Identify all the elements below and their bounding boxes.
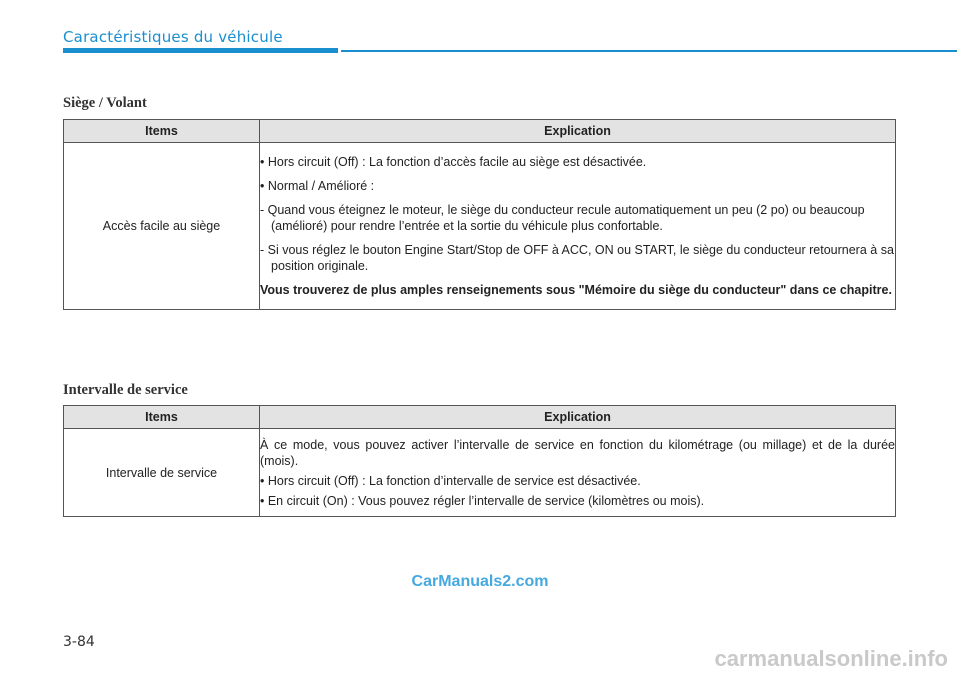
item-cell-easy-access: Accès facile au siège bbox=[64, 143, 260, 310]
seat-wheel-table bbox=[63, 119, 896, 310]
explication-line-on: • En circuit (On) : Vous pouvez régler l’intervalle de service (kilomètres ou mois). bbox=[260, 493, 705, 508]
section-title-service-interval: Intervalle de service bbox=[63, 382, 188, 398]
table-header-row bbox=[64, 120, 896, 143]
explication-line-engine-off: - Quand vous éteignez le moteur, le siège du conducteur recule automatiquement un peu (2 po) ou beaucoup (amélioré) pour rendre l’entrée et la sortie du véhicule plus confortable. bbox=[260, 203, 865, 233]
table-row bbox=[64, 429, 896, 517]
header-rule-thick bbox=[63, 48, 338, 53]
item-cell-service-interval: Intervalle de service bbox=[64, 429, 260, 517]
table-header-row bbox=[64, 406, 896, 429]
header-rule-thin bbox=[341, 50, 957, 52]
explication-note-memory: Vous trouverez de plus amples renseignements sous "Mémoire du siège du conducteur" dans ce chapitre. bbox=[260, 283, 892, 297]
table-row bbox=[64, 143, 896, 310]
service-interval-table bbox=[63, 405, 896, 517]
page-number: 3-84 bbox=[63, 634, 95, 650]
column-header-items: Items bbox=[64, 406, 260, 429]
column-header-explication: Explication bbox=[260, 406, 896, 429]
section-title-seat-wheel: Siège / Volant bbox=[63, 95, 147, 111]
column-header-explication: Explication bbox=[260, 120, 896, 143]
column-header-items: Items bbox=[64, 120, 260, 143]
explication-line-off: • Hors circuit (Off) : La fonction d’intervalle de service est désactivée. bbox=[260, 473, 641, 488]
explication-line-intro: À ce mode, vous pouvez activer l’intervalle de service en fonction du kilométrage (ou millage) et de la durée (mois). bbox=[260, 437, 895, 468]
chapter-title: Caractéristiques du véhicule bbox=[63, 28, 283, 46]
footer-watermark: carmanualsonline.info bbox=[714, 646, 948, 671]
explication-cell bbox=[260, 143, 896, 310]
watermark-link[interactable]: CarManuals2.com bbox=[411, 573, 549, 590]
explication-line-engine-start: - Si vous réglez le bouton Engine Start/Stop de OFF à ACC, ON ou START, le siège du conducteur retournera à sa position originale. bbox=[260, 243, 894, 273]
explication-line-off: • Hors circuit (Off) : La fonction d’accès facile au siège est désactivée. bbox=[260, 155, 647, 169]
explication-line-normal: • Normal / Amélioré : bbox=[260, 179, 375, 193]
explication-cell bbox=[260, 429, 896, 517]
